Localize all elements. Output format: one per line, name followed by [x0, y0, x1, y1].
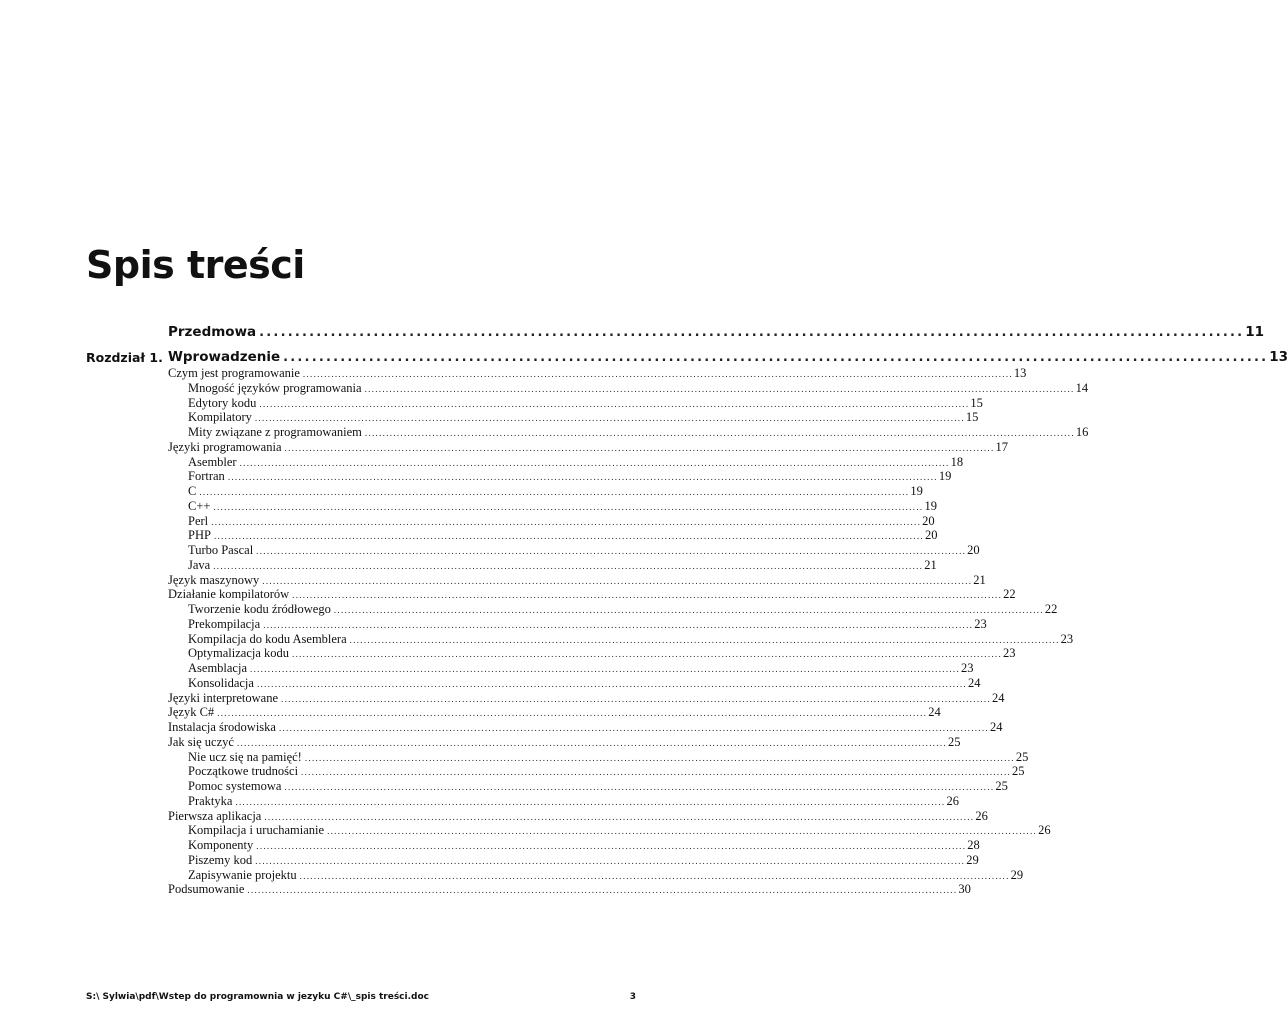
- toc-entry-page: 22: [1003, 587, 1016, 602]
- toc-entry[interactable]: [188, 528, 938, 543]
- toc-entry[interactable]: [188, 380, 1089, 396]
- toc-entry-label: Początkowe trudności: [188, 764, 299, 779]
- toc-entry[interactable]: [188, 675, 981, 691]
- toc-entry[interactable]: [188, 867, 1024, 883]
- leader-dots: ..........................................................................................................................................: [283, 350, 1269, 365]
- leader-dots: ........................................................................................................................................................................................................: [250, 664, 961, 674]
- toc-entry-page: 23: [1060, 631, 1074, 646]
- toc-chapter-page: 13: [1269, 349, 1288, 365]
- toc-entry-page: 21: [924, 557, 937, 572]
- toc-entry-page: 28: [967, 838, 980, 852]
- toc-entry-page: 20: [924, 528, 938, 543]
- toc-entry-label: Tworzenie kodu źródłowego: [188, 602, 331, 616]
- toc-entry-page: 26: [975, 808, 988, 823]
- leader-dots: ........................................................................................................................................................................................................: [247, 885, 958, 896]
- toc-entry-page: 25: [1015, 749, 1029, 764]
- leader-dots: ..........................................................................................................................................: [259, 325, 1245, 340]
- toc-entry-page: 25: [995, 779, 1008, 793]
- toc-entry-label: Mity związane z programowaniem: [188, 425, 362, 439]
- toc-entry-label: Perl: [188, 513, 209, 528]
- toc-entry-label: C++: [188, 498, 211, 513]
- toc-entry-page: 24: [967, 675, 981, 690]
- leader-dots: ........................................................................................................................................................................................................: [301, 767, 1012, 778]
- toc-entry-label: Jak się uczyć: [168, 734, 234, 749]
- toc-entry-label: Komponenty: [188, 838, 254, 852]
- toc-entry-page: 29: [1010, 867, 1024, 882]
- toc-entry[interactable]: [188, 661, 974, 676]
- footer-page-number: 3: [629, 992, 636, 1002]
- toc-entry[interactable]: [188, 779, 1008, 794]
- toc-entry[interactable]: [188, 749, 1029, 765]
- toc-entry-label: Kompilacja i uruchamianie: [188, 823, 325, 838]
- leader-dots: ........................................................................................................................................................................................................: [262, 575, 973, 586]
- toc-entry[interactable]: [168, 808, 988, 824]
- leader-dots: ........................................................................................................................................................................................................: [217, 708, 928, 719]
- toc-entry[interactable]: [188, 469, 952, 484]
- toc-entry-label: Działanie kompilatorów: [168, 587, 290, 602]
- toc-entry[interactable]: [188, 646, 1016, 661]
- toc-preface-label: Przedmowa: [168, 324, 257, 340]
- toc-entry[interactable]: [188, 484, 923, 499]
- toc-entry-label: Instalacja środowiska: [168, 720, 276, 734]
- leader-dots: ........................................................................................................................................................................................................: [263, 619, 974, 630]
- toc-entry-page: 23: [961, 661, 974, 675]
- chapter-number-label: Rozdział 1.: [86, 350, 163, 365]
- toc-entry-label: Optymalizacja kodu: [188, 646, 290, 661]
- toc-entry-label: Język C#: [168, 705, 215, 720]
- toc-entry[interactable]: [188, 764, 1025, 779]
- toc-entry-page: 29: [966, 852, 979, 867]
- toc-entry-label: Java: [188, 557, 211, 572]
- leader-dots: ........................................................................................................................................................................................................: [236, 737, 947, 748]
- toc-entry[interactable]: [168, 366, 1027, 381]
- leader-dots: ........................................................................................................................................................................................................: [213, 531, 924, 542]
- toc-entry-page: 16: [1075, 425, 1089, 439]
- toc-entry-label: C: [188, 484, 197, 498]
- leader-dots: ........................................................................................................................................................................................................: [364, 428, 1075, 438]
- leader-dots: ........................................................................................................................................................................................................: [333, 605, 1044, 615]
- leader-dots: ........................................................................................................................................................................................................: [256, 546, 967, 556]
- leader-dots: ........................................................................................................................................................................................................: [264, 811, 975, 822]
- toc-entry-label: Pierwsza aplikacja: [168, 808, 262, 823]
- toc-preface[interactable]: [168, 324, 1265, 344]
- toc-entry-page: 26: [1038, 823, 1051, 838]
- leader-dots: ........................................................................................................................................................................................................: [292, 590, 1003, 601]
- leader-dots: ........................................................................................................................................................................................................: [227, 472, 938, 483]
- toc-entry[interactable]: [188, 631, 1074, 647]
- toc-entry-page: 23: [1003, 646, 1016, 661]
- toc-entry[interactable]: [188, 838, 980, 853]
- leader-dots: ........................................................................................................................................................................................................: [302, 369, 1013, 379]
- toc-entry-page: 15: [970, 395, 983, 410]
- leader-dots: ........................................................................................................................................................................................................: [213, 501, 924, 512]
- toc-entry[interactable]: [188, 557, 937, 573]
- toc-entry-page: 20: [967, 543, 980, 557]
- toc-entry-label: Konsolidacja: [188, 675, 254, 690]
- toc-entry-page: 14: [1075, 380, 1089, 395]
- toc-entry-page: 15: [965, 410, 979, 425]
- toc-entry[interactable]: [188, 852, 979, 868]
- toc-entry[interactable]: [188, 498, 937, 514]
- toc-entry-label: Zapisywanie projektu: [188, 867, 297, 882]
- toc-entry[interactable]: [168, 705, 941, 720]
- toc-entry[interactable]: [188, 513, 935, 529]
- toc-entry-page: 24: [992, 690, 1005, 705]
- toc-entry[interactable]: [188, 793, 959, 809]
- toc-entry-label: PHP: [188, 528, 211, 543]
- toc-entry-page: 19: [938, 469, 952, 484]
- toc-entry-page: 24: [989, 720, 1003, 734]
- toc-entry-page: 20: [922, 513, 935, 528]
- page-title: Spis treści: [86, 243, 305, 287]
- toc-entry-label: Podsumowanie: [168, 882, 245, 897]
- leader-dots: ........................................................................................................................................................................................................: [256, 841, 967, 851]
- leader-dots: ........................................................................................................................................................................................................: [299, 870, 1010, 881]
- leader-dots: ........................................................................................................................................................................................................: [349, 634, 1060, 645]
- toc-preface-page: 11: [1245, 324, 1265, 340]
- toc-entry[interactable]: [188, 410, 979, 425]
- leader-dots: ........................................................................................................................................................................................................: [327, 826, 1038, 837]
- toc-entry-page: 17: [995, 439, 1009, 454]
- toc-entry-label: Prekompilacja: [188, 616, 261, 631]
- toc-entry[interactable]: [168, 734, 961, 750]
- toc-entry-page: 30: [958, 882, 971, 897]
- toc-entry[interactable]: [168, 587, 1016, 602]
- toc-entry[interactable]: [168, 720, 1003, 735]
- toc-entry[interactable]: [188, 602, 1058, 617]
- toc-entry[interactable]: [188, 425, 1089, 440]
- toc-entry-label: Turbo Pascal: [188, 543, 254, 557]
- toc-entry-label: Edytory kodu: [188, 395, 257, 410]
- leader-dots: ........................................................................................................................................................................................................: [284, 442, 995, 453]
- leader-dots: ........................................................................................................................................................................................................: [211, 516, 922, 527]
- toc-entry[interactable]: [188, 395, 983, 411]
- toc-entry-label: Pomoc systemowa: [188, 779, 282, 793]
- toc-entry-page: 25: [1012, 764, 1025, 779]
- leader-dots: ........................................................................................................................................................................................................: [213, 560, 924, 571]
- leader-dots: ........................................................................................................................................................................................................: [259, 398, 970, 409]
- toc-entry-label: Asemblacja: [188, 661, 248, 675]
- leader-dots: ........................................................................................................................................................................................................: [255, 855, 966, 866]
- toc-entry-label: Kompilacja do kodu Asemblera: [188, 631, 347, 646]
- leader-dots: ........................................................................................................................................................................................................: [292, 649, 1003, 660]
- toc-entry-page: 21: [973, 572, 986, 587]
- toc-entry-page: 26: [946, 793, 959, 808]
- page-footer: [86, 992, 636, 1002]
- leader-dots: ........................................................................................................................................................................................................: [304, 752, 1015, 763]
- toc-entry-page: 18: [950, 454, 964, 469]
- toc-entry[interactable]: [188, 616, 987, 632]
- toc-entry-label: Kompilatory: [188, 410, 252, 425]
- toc-entry-label: Język maszynowy: [168, 572, 260, 587]
- footer-path: S:\ Sylwia\pdf\Wstep do programownia w jezyku C#\_spis treści.doc: [86, 992, 429, 1002]
- toc-entry[interactable]: [168, 690, 1005, 706]
- toc-entry-page: 22: [1044, 602, 1058, 616]
- leader-dots: ........................................................................................................................................................................................................: [256, 678, 967, 689]
- toc-entry-page: 19: [924, 498, 937, 513]
- leader-dots: ........................................................................................................................................................................................................: [235, 796, 946, 807]
- toc-entry-label: Asembler: [188, 454, 237, 469]
- leader-dots: ........................................................................................................................................................................................................: [199, 487, 910, 497]
- toc-entry[interactable]: [168, 439, 1009, 455]
- toc-entry-label: Fortran: [188, 469, 225, 484]
- toc-entry-label: Czym jest programowanie: [168, 366, 300, 380]
- leader-dots: ........................................................................................................................................................................................................: [281, 693, 992, 704]
- toc-chapter-label: Wprowadzenie: [168, 349, 281, 365]
- toc-entry-page: 19: [910, 484, 923, 498]
- toc-entry-page: 25: [947, 734, 961, 749]
- toc-entry-label: Mnogość języków programowania: [188, 380, 362, 395]
- leader-dots: ........................................................................................................................................................................................................: [364, 383, 1075, 394]
- toc-entry[interactable]: [168, 572, 986, 588]
- toc-entry-label: Piszemy kod: [188, 852, 253, 867]
- toc-entry-page: 24: [928, 705, 941, 720]
- toc-entry-page: 23: [974, 616, 987, 631]
- toc-entry-page: 13: [1013, 366, 1027, 380]
- toc-entry-label: Języki interpretowane: [168, 690, 279, 705]
- leader-dots: ........................................................................................................................................................................................................: [254, 413, 965, 424]
- leader-dots: ........................................................................................................................................................................................................: [278, 723, 989, 733]
- toc-entry[interactable]: [188, 823, 1051, 838]
- toc-entry[interactable]: [188, 454, 964, 470]
- leader-dots: ........................................................................................................................................................................................................: [284, 782, 995, 792]
- toc-entry-label: Nie ucz się na pamięć!: [188, 749, 302, 764]
- toc-entry[interactable]: [188, 543, 980, 558]
- toc-entry-label: Praktyka: [188, 793, 233, 808]
- toc-entry-label: Języki programowania: [168, 439, 282, 454]
- toc-entry[interactable]: [168, 882, 971, 897]
- leader-dots: ........................................................................................................................................................................................................: [239, 457, 950, 468]
